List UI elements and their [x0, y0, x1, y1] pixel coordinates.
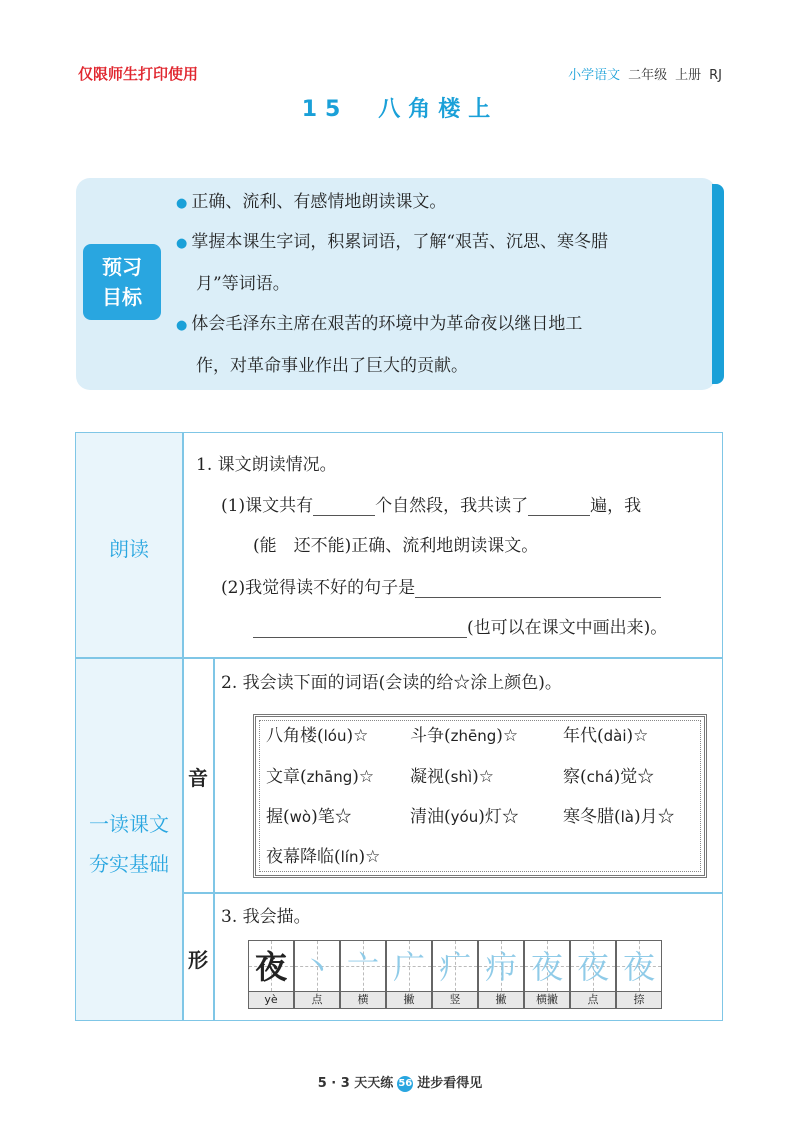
stroke-cell[interactable]: [570, 940, 616, 992]
volume-label: 上册: [675, 68, 702, 83]
word-item[interactable]: 握(wò)笔☆: [266, 807, 352, 827]
row-divider: [76, 657, 722, 659]
edition-label: RJ: [709, 68, 722, 83]
badge-line2: 目标: [102, 285, 142, 309]
goal-item: [176, 222, 708, 304]
stroke-name-label: 撇: [386, 991, 432, 1009]
stroke-step-character: 疒: [438, 948, 471, 986]
print-notice: 仅限师生打印使用: [78, 65, 199, 83]
book-info: [568, 64, 722, 83]
word-item[interactable]: 寒冬腊(là)月☆: [563, 807, 675, 827]
stroke-cell[interactable]: [340, 940, 386, 992]
goal-text: 掌握本课生字词，积累词语，了解“艰苦、沉思、寒冬腊: [191, 232, 609, 252]
answer-blank-times[interactable]: [528, 499, 590, 516]
page-number: 56: [397, 1076, 413, 1092]
column-divider: [213, 658, 215, 1020]
category-base-line1: 一读课文: [89, 812, 169, 836]
stroke-cell[interactable]: [478, 940, 524, 992]
word-item[interactable]: 夜幕降临(lín)☆: [266, 847, 381, 867]
stroke-step-character: 疖: [484, 948, 517, 986]
word-item[interactable]: 清油(yóu)灯☆: [410, 807, 519, 827]
answer-blank-sentence[interactable]: [415, 581, 661, 598]
word-item[interactable]: 凝视(shì)☆: [410, 767, 495, 787]
bullet-icon: ●: [176, 318, 188, 333]
bullet-icon: ●: [176, 236, 188, 251]
pinyin-label: yè: [248, 991, 294, 1009]
model-character: 夜: [254, 948, 287, 986]
grade-label: 二年级: [628, 68, 668, 83]
question-1-1: [221, 496, 711, 516]
stroke-name-label: 点: [570, 991, 616, 1009]
question-2-title: 2. 我会读下面的词语(会读的给☆涂上颜色)。: [221, 673, 562, 693]
answer-blank-paragraphs[interactable]: [313, 499, 375, 516]
row-divider: [183, 892, 722, 894]
question-1-1-cont: (能 还不能)正确、流利地朗读课文。: [253, 536, 539, 556]
stroke-name-label: 捺: [616, 991, 662, 1009]
stroke-step-character: 广: [392, 948, 425, 986]
stroke-name-label: 横: [340, 991, 386, 1009]
footer-brand: 5 · 3 天天练: [317, 1076, 394, 1091]
question-1-2-cont: [253, 618, 667, 638]
stroke-name-label: 横撇: [524, 991, 570, 1009]
word-item[interactable]: 年代(dài)☆: [563, 726, 649, 746]
stroke-name-label: 撇: [478, 991, 524, 1009]
goals-badge: [83, 244, 161, 320]
word-item[interactable]: 文章(zhāng)☆: [266, 767, 375, 787]
lesson-title: 15 八角楼上: [301, 97, 499, 122]
goal-text-cont: 月”等词语。: [196, 274, 290, 294]
word-item[interactable]: 斗争(zhēng)☆: [410, 726, 519, 746]
stroke-cell[interactable]: [524, 940, 570, 992]
q1-2-text-b: (也可以在课文中画出来)。: [467, 618, 668, 638]
category-reading: 朗读: [109, 537, 149, 561]
bullet-icon: ●: [176, 196, 188, 211]
goal-text-cont: 作，对革命事业作出了巨大的贡献。: [196, 356, 468, 376]
q1-1-text-b: 个自然段，我共读了: [375, 496, 529, 516]
q1-1-text-a: (1)课文共有: [221, 496, 314, 516]
footer-slogan: 进步看得见: [417, 1076, 483, 1091]
stroke-name-label: 竖: [432, 991, 478, 1009]
q1-1-text-c: 遍，我: [590, 496, 642, 516]
stroke-step-character: 夜: [530, 948, 563, 986]
goal-text: 正确、流利、有感情地朗读课文。: [191, 192, 447, 212]
page-footer: [0, 1072, 800, 1092]
stroke-cell[interactable]: [386, 940, 432, 992]
shape-label: 形: [188, 948, 208, 972]
question-3-title: 3. 我会描。: [221, 907, 311, 927]
stroke-cell[interactable]: [432, 940, 478, 992]
q1-2-text-a: (2)我觉得读不好的句子是: [221, 578, 416, 598]
stroke-cell[interactable]: [616, 940, 662, 992]
goal-item: [176, 182, 708, 224]
stroke-cell[interactable]: [248, 940, 294, 992]
goals-box-edge: [712, 184, 724, 384]
stroke-step-character: 丶: [300, 948, 333, 986]
question-1-title: 1. 课文朗读情况。: [196, 455, 337, 475]
answer-blank-sentence-cont[interactable]: [253, 621, 467, 638]
stroke-step-character: 亠: [346, 948, 379, 986]
sound-label: 音: [188, 766, 208, 790]
column-divider: [182, 433, 184, 1020]
question-1-2: [221, 578, 661, 598]
badge-line1: 预习: [102, 255, 142, 279]
stroke-cell[interactable]: [294, 940, 340, 992]
word-item[interactable]: 察(chá)觉☆: [563, 767, 655, 787]
category-base-line2: 夯实基础: [89, 852, 169, 876]
stroke-step-character: 夜: [622, 948, 655, 986]
stroke-step-character: 夜: [576, 948, 609, 986]
goal-text: 体会毛泽东主席在艰苦的环境中为革命夜以继日地工: [191, 314, 583, 334]
stroke-name-label: 点: [294, 991, 340, 1009]
word-item[interactable]: 八角楼(lóu)☆: [266, 726, 369, 746]
subject-label: 小学语文: [568, 68, 621, 83]
goal-item: [176, 304, 708, 386]
